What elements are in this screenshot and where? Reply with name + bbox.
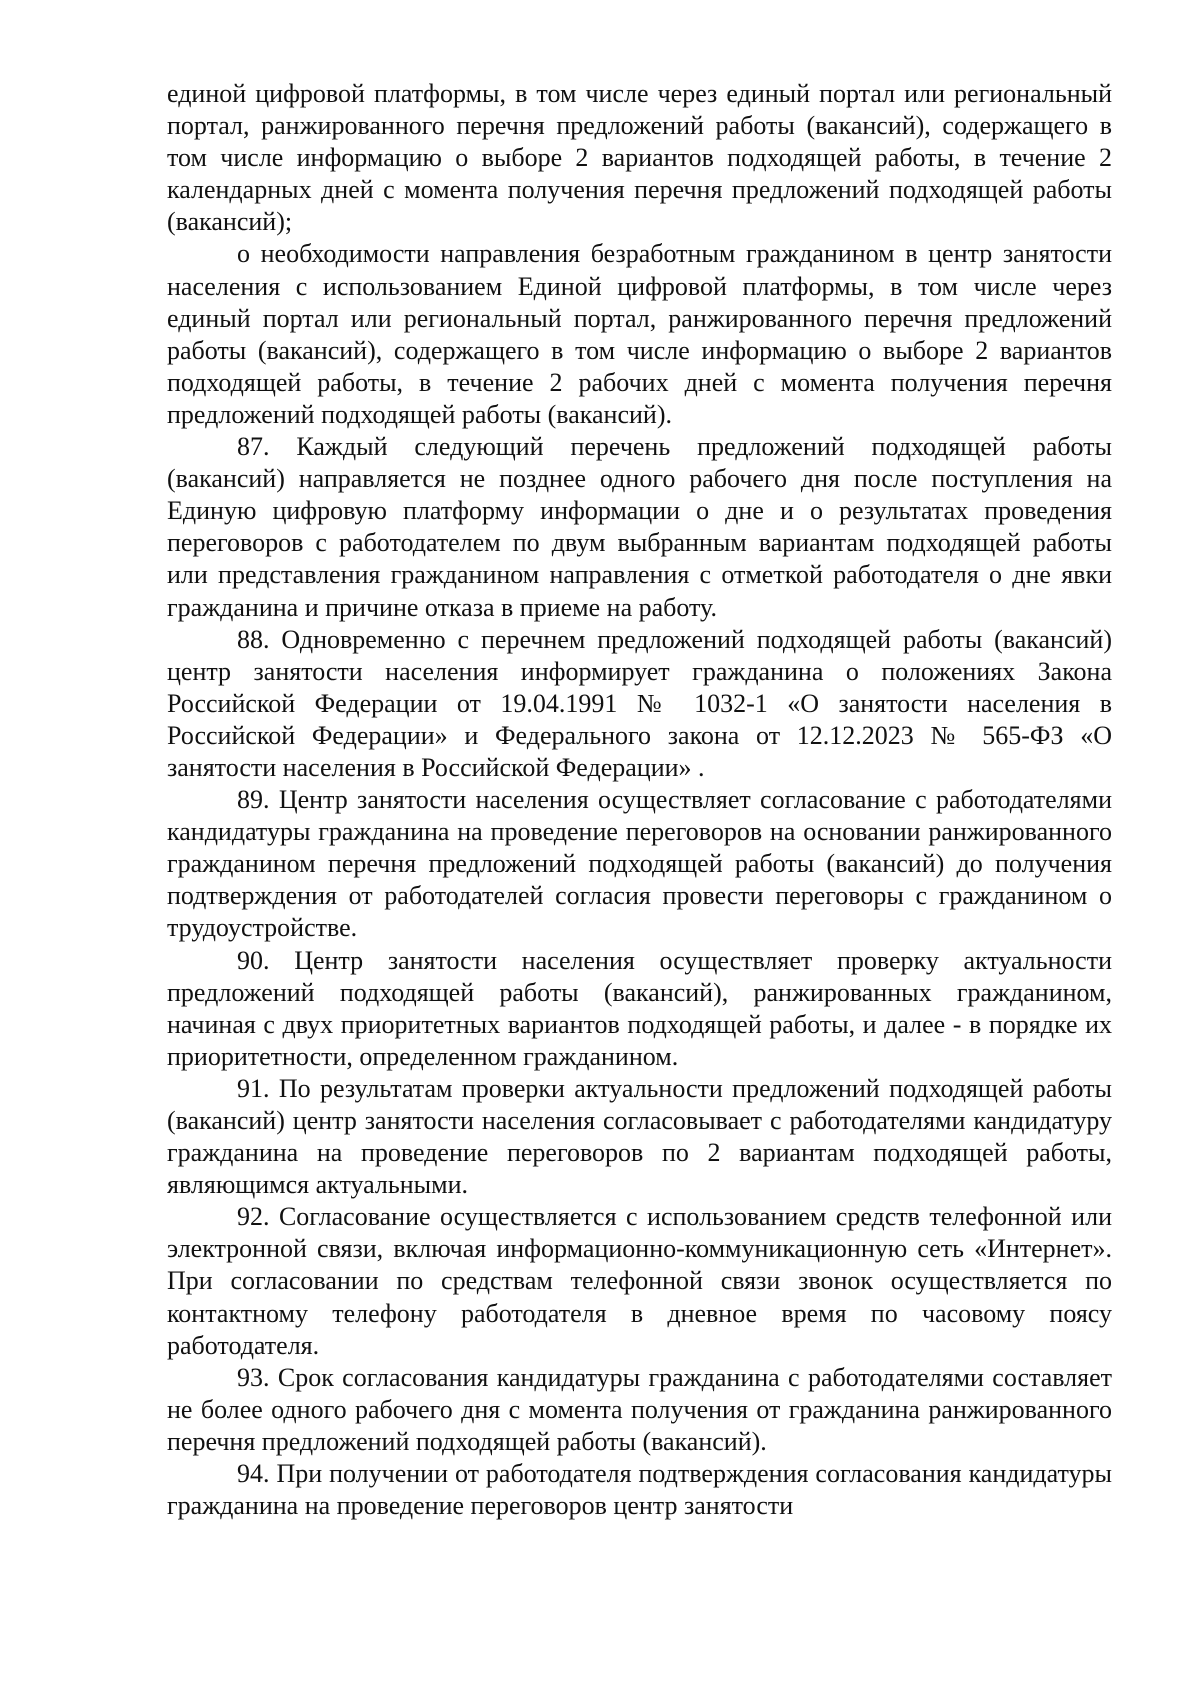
paragraph-91: 91. По результатам проверки актуальности предложений подходящей работы (вакансий) центр занятости населения согласовывает с работодателями кандидатуру гражданина на проведение переговоров по 2 вариантам подходящей работы, являющимся актуальными. — [167, 1073, 1112, 1200]
paragraph-continuation: единой цифровой платформы, в том числе через единый портал или региональный портал, ранжированного перечня предложений работы (вакансий), содержащего в том числе информацию о выборе 2 вариантов подходящей работы, в течение 2 календарных дней с момента получения перечня предложений подходящей работы (вакансий); — [167, 79, 1112, 237]
paragraph-90: 90. Центр занятости населения осуществляет проверку актуальности предложений подходящей работы (вакансий), ранжированных гражданином, начиная с двух приоритетных вариантов подходящей работы, и далее - в порядке их приоритетности, определенном гражданином. — [167, 945, 1112, 1071]
paragraph-necessity: о необходимости направления безработным гражданином в центр занятости населения с использованием Единой цифровой платформы, в том числе через единый портал или региональный портал, ранжированного перечня предложений работы (вакансий), содержащего в том числе информацию о выборе 2 вариантов подходящей работы, в течение 2 рабочих дней с момента получения перечня предложений подходящей работы (вакансий). — [167, 239, 1112, 429]
paragraph-87: 87. Каждый следующий перечень предложений подходящей работы (вакансий) направляется не позднее одного рабочего дня после поступления на Единую цифровую платформу информации о дне и о результатах проведения переговоров с работодателем по двум выбранным вариантам подходящей работы или представления гражданином направления с отметкой работодателя о дне явки гражданина и причине отказа в приеме на работу. — [167, 432, 1112, 622]
document-body — [167, 78, 1112, 1522]
paragraph-89: 89. Центр занятости населения осуществляет согласование с работодателями кандидатуры гражданина на проведение переговоров на основании ранжированного гражданином перечня предложений подходящей работы (вакансий) до получения подтверждения от работодателей согласия провести переговоры с гражданином о трудоустройстве. — [167, 785, 1112, 943]
paragraph-93: 93. Срок согласования кандидатуры гражданина с работодателями составляет не более одного рабочего дня с момента получения от гражданина ранжированного перечня предложений подходящей работы (вакансий). — [167, 1362, 1112, 1456]
paragraph-88: 88. Одновременно с перечнем предложений подходящей работы (вакансий) центр занятости населения информирует гражданина о положениях Закона Российской Федерации от 19.04.1991 № 1032-1 «О занятости населения в Российской Федерации» и Федерального закона от 12.12.2023 № 565-ФЗ «О занятости населения в Российской Федерации» . — [167, 624, 1112, 782]
paragraph-94: 94. При получении от работодателя подтверждения согласования кандидатуры гражданина на проведение переговоров центр занятости — [167, 1459, 1112, 1521]
paragraph-92: 92. Согласование осуществляется с использованием средств телефонной или электронной связи, включая информационно-коммуникационную сеть «Интернет». При согласовании по средствам телефонной связи звонок осуществляется по контактному телефону работодателя в дневное время по часовому поясу работодателя. — [167, 1202, 1112, 1360]
